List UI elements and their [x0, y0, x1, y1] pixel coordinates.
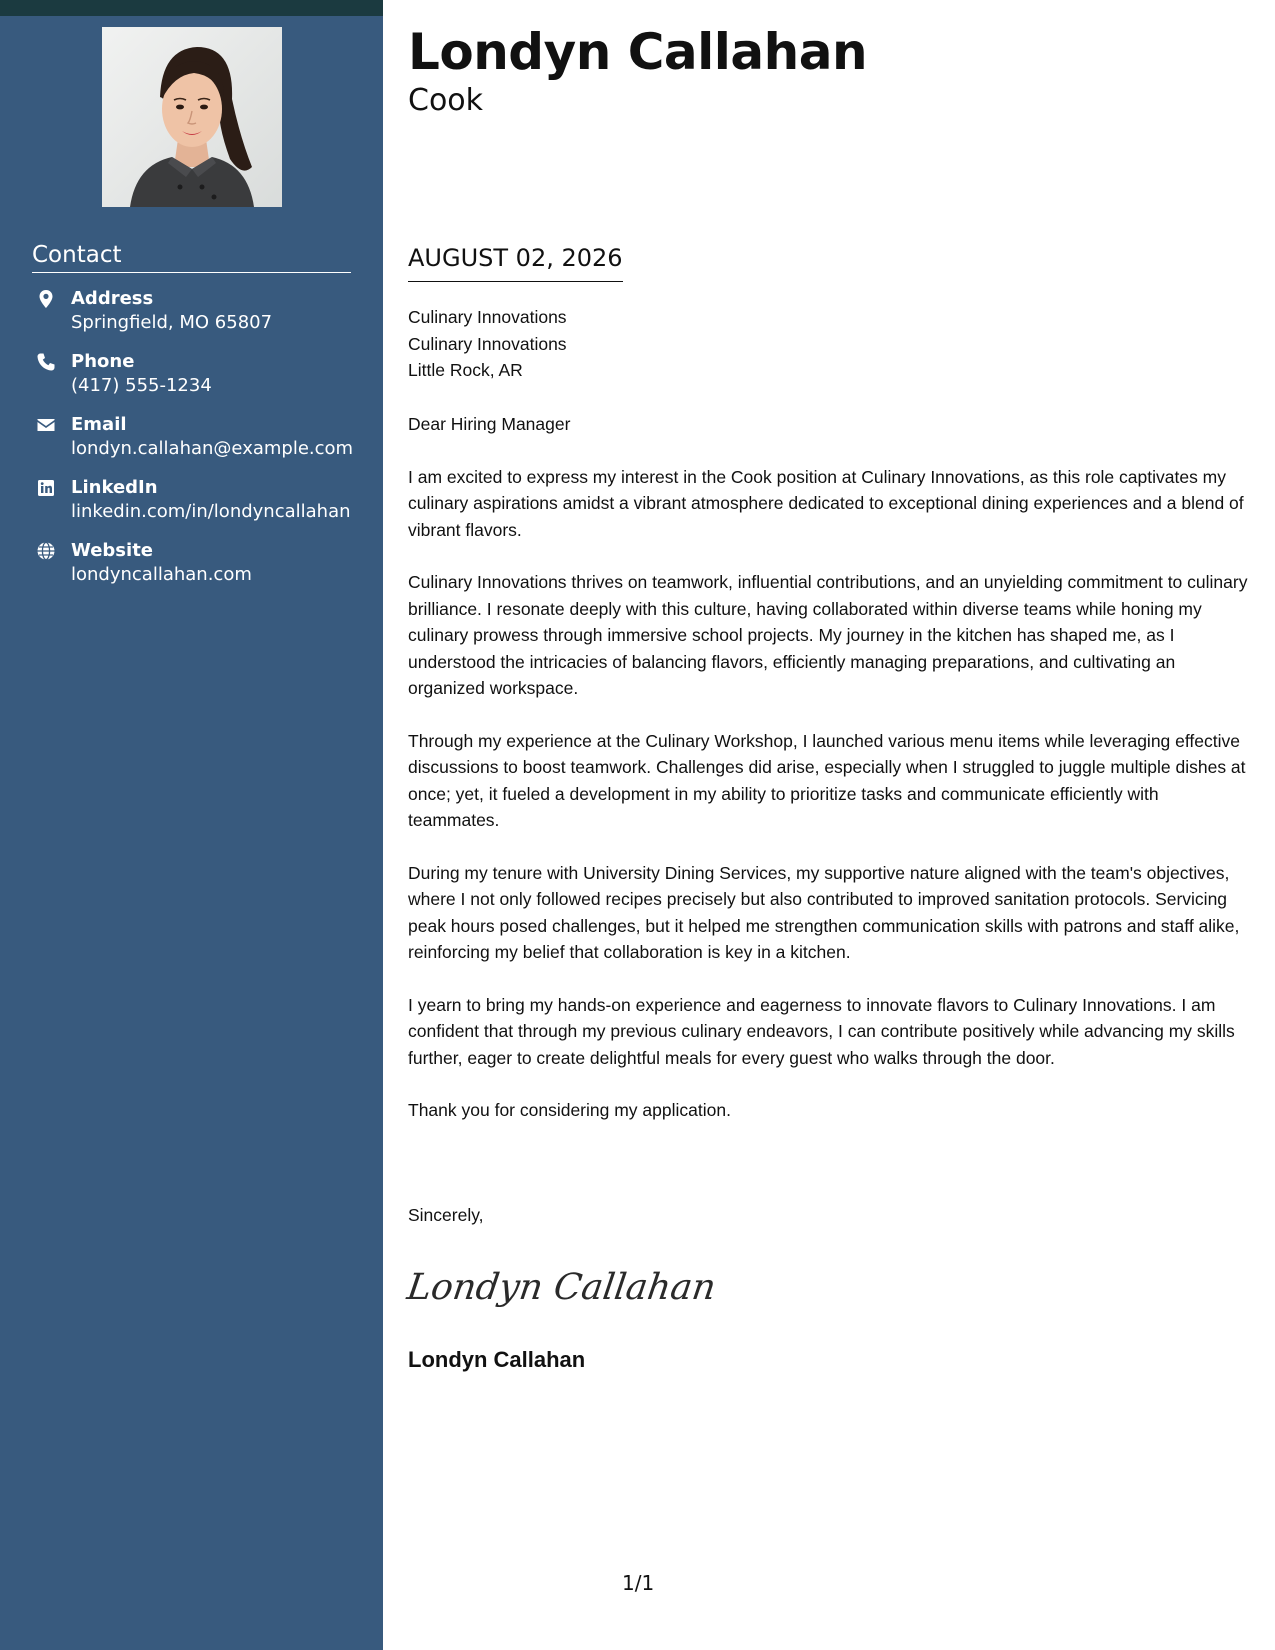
contact-linkedin — [32, 476, 362, 528]
avatar — [102, 27, 282, 207]
closing: Sincerely, — [408, 1205, 484, 1225]
body-paragraph: I yearn to bring my hands-on experience and eagerness to innovate flavors to Culinary Innovations. I am confident that through my previous culinary endeavors, I can contribute positively while advancing my skills further, eager to create delightful meals for every guest who walks through the door. — [408, 994, 1235, 1068]
body-paragraph: Culinary Innovations thrives on teamwork, influential contributions, and an unyielding commitment to culinary brilliance. I resonate deeply with this culture, having collaborated within diverse teams while honing my culinary prowess through immersive school projects. My journey in the kitchen has shaped me, as I understood the intricacies of balancing flavors, efficiently managing preparations, and cultivating an organized workspace. — [408, 572, 1248, 698]
letter-date: AUGUST 02, 2026 — [408, 242, 623, 282]
contact-website — [32, 539, 362, 591]
body-paragraph: Through my experience at the Culinary Workshop, I launched various menu items while leveraging effective discussions to boost teamwork. Challenges did arise, especially when I struggled to juggle multiple dishes at once; yet, it fueled a development in my ability to prioritize tasks and communicate efficiently with teammates. — [408, 730, 1246, 830]
contact-label: Website — [71, 540, 154, 561]
body-paragraph: During my tenure with University Dining Services, my supportive nature aligned with the team's objectives, where I not only followed recipes precisely but also contributed to improved sanitation protocols. Servicing peak hours posed challenges, but it helped me strengthen communication skills with patrons and staff alike, reinforcing my belief that collaboration is key in a kitchen. — [408, 862, 1240, 962]
body-paragraph: Thank you for considering my application. — [408, 1100, 731, 1120]
salutation: Dear Hiring Manager — [408, 414, 571, 434]
signature-image — [404, 1255, 719, 1315]
contact-address — [32, 287, 362, 339]
recipient-block — [408, 304, 567, 384]
letter-body — [408, 411, 1253, 1150]
contact-value: Springfield, MO 65807 — [71, 312, 273, 333]
contact-email — [32, 413, 362, 465]
linkedin-icon — [36, 478, 56, 498]
contact-label: Phone — [71, 351, 135, 372]
globe-icon — [36, 541, 56, 561]
sidebar — [0, 0, 383, 1650]
contact-value: (417) 555-1234 — [71, 375, 212, 396]
recipient-line: Little Rock, AR — [408, 360, 523, 380]
envelope-icon — [36, 415, 56, 435]
applicant-name: Londyn Callahan — [408, 23, 868, 81]
body-paragraph: I am excited to express my interest in the Cook position at Culinary Innovations, as this role captivates my culinary aspirations amidst a vibrant atmosphere dedicated to exceptional dining experiences and a blend of vibrant flavors. — [408, 466, 1244, 540]
recipient-line: Culinary Innovations — [408, 307, 567, 327]
contact-heading: Contact — [32, 241, 351, 273]
map-pin-icon — [36, 289, 56, 309]
recipient-line: Culinary Innovations — [408, 333, 567, 354]
contact-value[interactable]: londyncallahan.com — [71, 564, 252, 585]
profile-photo — [102, 27, 282, 207]
phone-icon — [36, 352, 56, 372]
page-number: 1/1 — [622, 1571, 655, 1595]
contact-value[interactable]: linkedin.com/in/londyncallahan — [71, 501, 351, 522]
contact-label: Address — [71, 288, 154, 309]
contact-label: LinkedIn — [71, 477, 158, 498]
contact-value[interactable]: londyn.callahan@example.com — [71, 438, 354, 459]
contact-phone — [32, 350, 362, 402]
signature-text: Londyn Callahan — [404, 1265, 719, 1308]
signer-name: Londyn Callahan — [408, 1347, 586, 1372]
contact-label: Email — [71, 414, 127, 435]
applicant-role: Cook — [408, 83, 484, 118]
sidebar-top-bar — [0, 0, 383, 16]
